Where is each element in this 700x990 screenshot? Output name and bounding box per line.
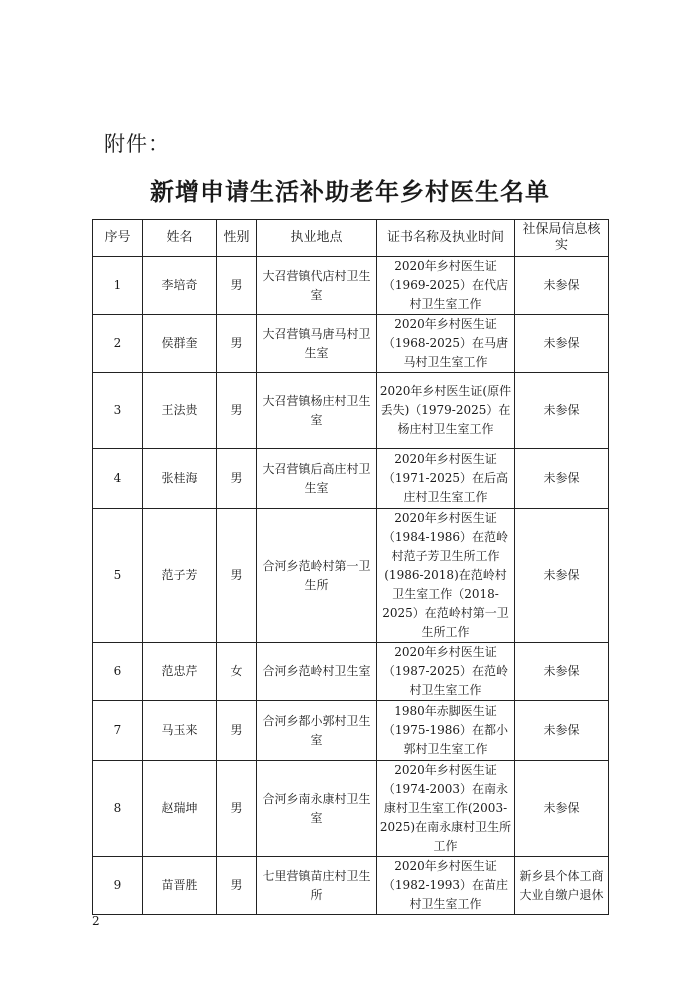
header-place: 执业地点 xyxy=(257,220,377,257)
cell-no: 3 xyxy=(93,373,143,449)
cell-verify: 未参保 xyxy=(515,643,609,701)
cell-no: 2 xyxy=(93,315,143,373)
cell-place: 合河乡范岭村第一卫生所 xyxy=(257,509,377,643)
cell-place: 大召营镇杨庄村卫生室 xyxy=(257,373,377,449)
cell-place: 大召营镇马唐马村卫生室 xyxy=(257,315,377,373)
table-row xyxy=(93,449,609,509)
table-row xyxy=(93,761,609,857)
header-cert: 证书名称及执业时间 xyxy=(377,220,515,257)
cell-cert: 2020年乡村医生证（1971-2025）在后高庄村卫生室工作 xyxy=(377,449,515,509)
cell-name: 范子芳 xyxy=(143,509,217,643)
table-row xyxy=(93,643,609,701)
cell-verify: 未参保 xyxy=(515,761,609,857)
cell-verify: 新乡县个体工商大业自缴户退休 xyxy=(515,857,609,915)
cell-verify: 未参保 xyxy=(515,315,609,373)
cell-gender: 男 xyxy=(217,315,257,373)
cell-place: 合河乡范岭村卫生室 xyxy=(257,643,377,701)
cell-verify: 未参保 xyxy=(515,701,609,761)
cell-verify: 未参保 xyxy=(515,449,609,509)
cell-no: 8 xyxy=(93,761,143,857)
table-row xyxy=(93,701,609,761)
cell-no: 6 xyxy=(93,643,143,701)
cell-gender: 男 xyxy=(217,761,257,857)
cell-cert: 2020年乡村医生证（1987-2025）在范岭村卫生室工作 xyxy=(377,643,515,701)
cell-gender: 男 xyxy=(217,373,257,449)
cell-gender: 女 xyxy=(217,643,257,701)
cell-place: 大召营镇代店村卫生室 xyxy=(257,257,377,315)
cell-no: 4 xyxy=(93,449,143,509)
table-header-row xyxy=(93,220,609,257)
cell-place: 合河乡南永康村卫生室 xyxy=(257,761,377,857)
cell-no: 7 xyxy=(93,701,143,761)
cell-gender: 男 xyxy=(217,449,257,509)
doctor-roster-table xyxy=(92,219,609,915)
cell-place: 合河乡都小郭村卫生室 xyxy=(257,701,377,761)
cell-cert: 2020年乡村医生证（1969-2025）在代店村卫生室工作 xyxy=(377,257,515,315)
cell-cert: 2020年乡村医生证（1982-1993）在苗庄村卫生室工作 xyxy=(377,857,515,915)
cell-name: 马玉来 xyxy=(143,701,217,761)
cell-name: 李培奇 xyxy=(143,257,217,315)
document-title: 新增申请生活补助老年乡村医生名单 xyxy=(150,177,550,206)
cell-name: 赵瑞坤 xyxy=(143,761,217,857)
cell-no: 5 xyxy=(93,509,143,643)
page-number: 2 xyxy=(92,914,100,928)
table-row xyxy=(93,857,609,915)
cell-verify: 未参保 xyxy=(515,373,609,449)
table-row xyxy=(93,373,609,449)
header-name: 姓名 xyxy=(143,220,217,257)
cell-no: 1 xyxy=(93,257,143,315)
cell-name: 苗晋胜 xyxy=(143,857,217,915)
cell-name: 侯群奎 xyxy=(143,315,217,373)
cell-verify: 未参保 xyxy=(515,257,609,315)
table-row xyxy=(93,315,609,373)
cell-place: 大召营镇后高庄村卫生室 xyxy=(257,449,377,509)
header-verify: 社保局信息核实 xyxy=(515,220,609,257)
cell-cert: 1980年赤脚医生证（1975-1986）在都小郭村卫生室工作 xyxy=(377,701,515,761)
cell-name: 范忠芹 xyxy=(143,643,217,701)
cell-cert: 2020年乡村医生证(原件丢失)（1979-2025）在杨庄村卫生室工作 xyxy=(377,373,515,449)
cell-cert: 2020年乡村医生证（1968-2025）在马唐马村卫生室工作 xyxy=(377,315,515,373)
header-no: 序号 xyxy=(93,220,143,257)
cell-cert: 2020年乡村医生证（1984-1986）在范岭村范子芳卫生所工作(1986-2018)在范岭村卫生室工作（2018-2025）在范岭村第一卫生所工作 xyxy=(377,509,515,643)
header-gender: 性别 xyxy=(217,220,257,257)
cell-name: 张桂海 xyxy=(143,449,217,509)
cell-no: 9 xyxy=(93,857,143,915)
table-row xyxy=(93,257,609,315)
cell-cert: 2020年乡村医生证（1974-2003）在南永康村卫生室工作(2003-2025)在南永康村卫生所工作 xyxy=(377,761,515,857)
cell-gender: 男 xyxy=(217,509,257,643)
table-row xyxy=(93,509,609,643)
cell-gender: 男 xyxy=(217,257,257,315)
cell-gender: 男 xyxy=(217,701,257,761)
cell-name: 王法贵 xyxy=(143,373,217,449)
annex-label: 附件： xyxy=(104,132,170,156)
cell-place: 七里营镇苗庄村卫生所 xyxy=(257,857,377,915)
cell-gender: 男 xyxy=(217,857,257,915)
cell-verify: 未参保 xyxy=(515,509,609,643)
